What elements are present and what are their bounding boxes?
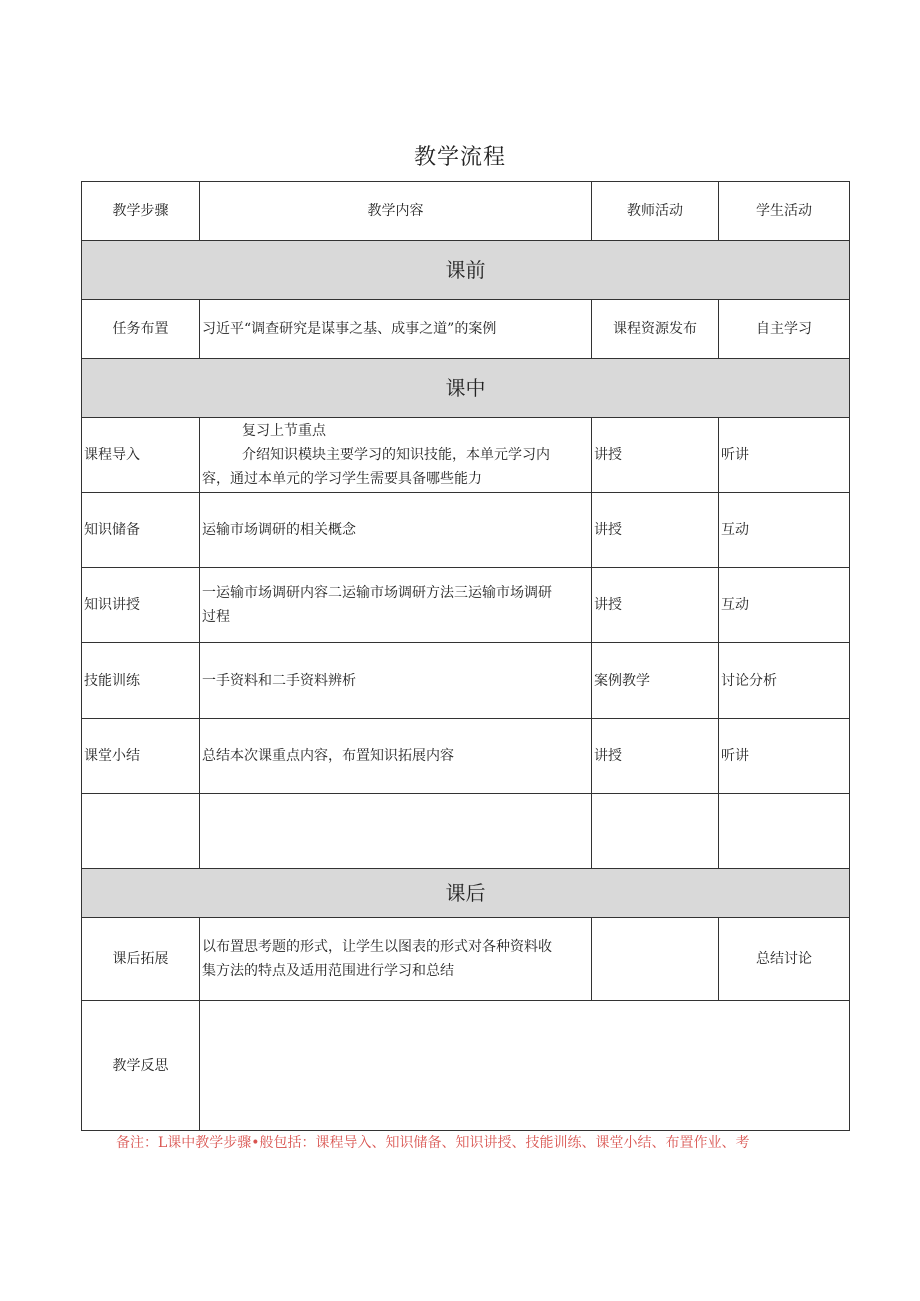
empty-row	[82, 794, 850, 869]
section-before: 课前	[82, 241, 850, 300]
table-row	[82, 300, 850, 359]
section-after: 课后	[82, 869, 850, 918]
content-cell: 运输市场调研的相关概念	[200, 493, 592, 568]
page-title: 教学流程	[413, 145, 506, 170]
header-step: 教学步骤	[82, 182, 200, 241]
content-cell	[200, 568, 592, 643]
student-cell: 互动	[719, 568, 850, 643]
teacher-cell: 讲授	[592, 418, 719, 493]
empty-cell	[200, 794, 592, 869]
student-cell: 听讲	[719, 719, 850, 794]
header-content: 教学内容	[200, 182, 592, 241]
table-row	[82, 493, 850, 568]
reflection-content	[200, 1001, 850, 1131]
section-row-after	[82, 869, 850, 918]
content-line: 复习上节重点	[242, 423, 326, 439]
content-line: 容，通过本单元的学习学生需要具备哪些能力	[202, 471, 482, 487]
teacher-cell: 讲授	[592, 719, 719, 794]
reflection-row	[82, 1001, 850, 1131]
reflection-label: 教学反思	[82, 1001, 200, 1131]
empty-cell	[82, 794, 200, 869]
table-row	[82, 568, 850, 643]
footnote: 备注：L课中教学步骤•般包括：课程导入、知识储备、知识讲授、技能训练、课堂小结、布置作业、考	[116, 1135, 750, 1151]
table-row	[82, 918, 850, 1001]
content-cell: 一手资料和二手资料辨析	[200, 643, 592, 719]
teacher-cell: 案例教学	[592, 643, 719, 719]
teacher-cell: 讲授	[592, 568, 719, 643]
teacher-cell: 讲授	[592, 493, 719, 568]
section-row-during	[82, 359, 850, 418]
step-cell: 任务布置	[82, 300, 200, 359]
content-cell: 习近平“调查研究是谋事之基、成事之道”的案例	[200, 300, 592, 359]
step-cell: 知识储备	[82, 493, 200, 568]
content-cell	[200, 918, 592, 1001]
content-line: 以布置思考题的形式，让学生以图表的形式对各种资料收	[202, 939, 552, 955]
content-line: 过程	[202, 609, 230, 625]
section-row-before	[82, 241, 850, 300]
header-teacher: 教师活动	[592, 182, 719, 241]
header-row	[82, 182, 850, 241]
table-row	[82, 643, 850, 719]
step-cell: 课程导入	[82, 418, 200, 493]
section-during: 课中	[82, 359, 850, 418]
teaching-flow-table	[81, 181, 850, 1131]
student-cell: 讨论分析	[719, 643, 850, 719]
step-cell: 技能训练	[82, 643, 200, 719]
teacher-cell: 课程资源发布	[592, 300, 719, 359]
content-line: 一运输市场调研内容二运输市场调研方法三运输市场调研	[202, 585, 552, 601]
table-row	[82, 719, 850, 794]
student-cell: 互动	[719, 493, 850, 568]
content-line: 集方法的特点及适用范围进行学习和总结	[202, 963, 454, 979]
empty-cell	[592, 794, 719, 869]
empty-cell	[719, 794, 850, 869]
content-cell	[200, 418, 592, 493]
step-cell: 知识讲授	[82, 568, 200, 643]
content-cell: 总结本次课重点内容，布置知识拓展内容	[200, 719, 592, 794]
student-cell: 听讲	[719, 418, 850, 493]
step-cell: 课堂小结	[82, 719, 200, 794]
student-cell: 总结讨论	[719, 918, 850, 1001]
student-cell: 自主学习	[719, 300, 850, 359]
content-line: 介绍知识模块主要学习的知识技能，本单元学习内	[242, 447, 550, 463]
header-student: 学生活动	[719, 182, 850, 241]
teacher-cell	[592, 918, 719, 1001]
step-cell: 课后拓展	[82, 918, 200, 1001]
table-row	[82, 418, 850, 493]
